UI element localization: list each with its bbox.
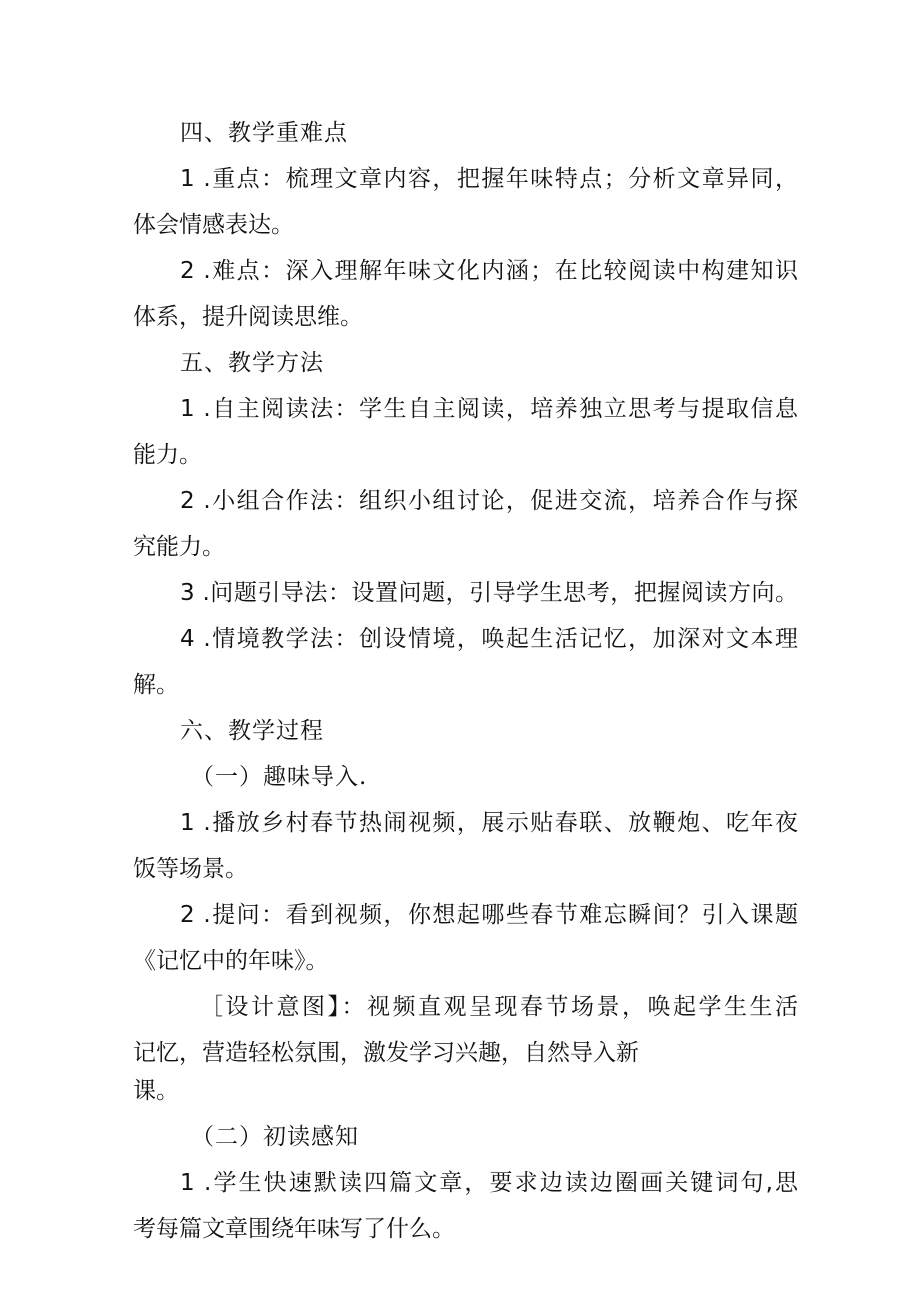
paragraph-line: 《记忆中的年味》。	[133, 948, 329, 974]
paragraph-line: 2 .提问：看到视频，你想起哪些春节难忘瞬间？引入课题	[180, 902, 798, 928]
paragraph-line: 能力。	[133, 442, 202, 468]
design-intent-line: 记忆，营造轻松氛围，激发学习兴趣，自然导入新	[133, 1040, 639, 1066]
subsection-heading-intro: （一）趣味导入.	[191, 764, 368, 790]
paragraph-line: 考每篇文章围绕年味写了什么。	[133, 1216, 455, 1242]
design-intent-line: ［设计意图】：视频直观呈现春节场景，唤起学生生活	[200, 994, 798, 1020]
section-heading-difficulties: 四、教学重难点	[180, 120, 348, 146]
paragraph-line: 1 .学生快速默读四篇文章，要求边读边圈画关键词句,思	[180, 1170, 798, 1196]
paragraph-line: 饭等场景。	[133, 856, 248, 882]
paragraph-line: 体会情感表达。	[133, 212, 294, 238]
subsection-heading-first-reading: （二）初读感知	[191, 1124, 359, 1150]
paragraph-line: 4 .情境教学法：创设情境，唤起生活记忆，加深对文本理	[180, 626, 798, 652]
paragraph-line: 2 .小组合作法：组织小组讨论，促进交流，培养合作与探	[180, 488, 798, 514]
paragraph-line: 1 .重点：梳理文章内容，把握年味特点；分析文章异同，	[180, 166, 798, 192]
section-heading-process: 六、教学过程	[180, 718, 324, 744]
paragraph-line: 体系，提升阅读思维。	[133, 304, 363, 330]
paragraph-line: 解。	[133, 672, 179, 698]
paragraph-line: 2 .难点：深入理解年味文化内涵；在比较阅读中构建知识	[180, 258, 798, 284]
design-intent-line: 课。	[133, 1078, 179, 1104]
section-heading-methods: 五、教学方法	[180, 350, 324, 376]
paragraph-line: 1 .自主阅读法：学生自主阅读，培养独立思考与提取信息	[180, 396, 798, 422]
paragraph-line: 3 .问题引导法：设置问题，引导学生思考，把握阅读方向。	[180, 580, 798, 606]
paragraph-line: 究能力。	[133, 534, 225, 560]
paragraph-line: 1 .播放乡村春节热闹视频，展示贴春联、放鞭炮、吃年夜	[180, 810, 798, 836]
